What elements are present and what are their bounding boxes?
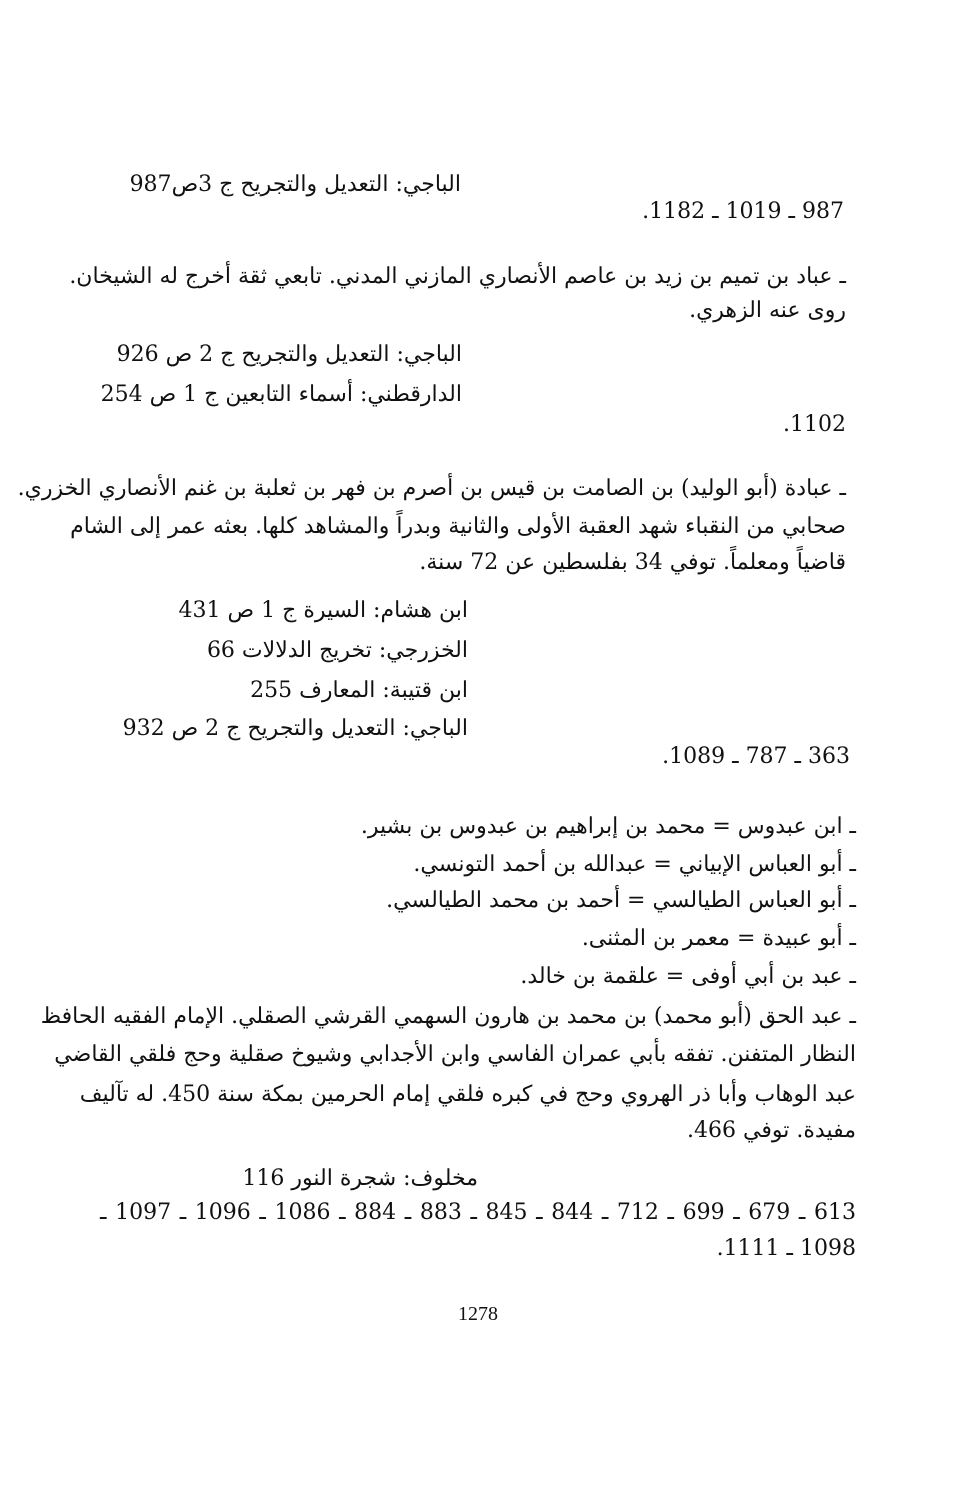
cross-reference-numbers: 1102. [783,412,846,437]
entry-line: ـ أبو عبيدة = معمر بن المثنى. [581,926,856,951]
reference-line: ابن هشام: السيرة ج 1 ص 431 [178,598,468,623]
reference-line: الخزرجي: تخريج الدلالات 66 [206,638,468,663]
reference-line: مخلوف: شجرة النور 116 [242,1166,478,1191]
entry-line: عبد الوهاب وأبا ذر الهروي وحج في كبره فلقي إمام الحرمين بمكة سنة 450. له تآليف [79,1082,856,1107]
entry-line: روى عنه الزهري. [689,298,846,323]
entry-line: قاضياً ومعلماً. توفي 34 بفلسطين عن 72 سنة. [419,550,846,575]
entry-line: ـ عبد بن أبي أوفى = علقمة بن خالد. [520,964,856,989]
entry-line: ـ أبو العباس الطيالسي = أحمد بن محمد الطيالسي. [386,888,856,913]
cross-reference-numbers: 613 ـ 679 ـ 699 ـ 712 ـ 844 ـ 845 ـ 883 ـ 884 ـ 1086 ـ 1096 ـ 1097 ـ [100,1200,856,1225]
entry-line: ـ عباد بن تميم بن زيد بن عاصم الأنصاري المازني المدني. تابعي ثقة أخرج له الشيخان. [69,264,846,289]
reference-line: الدارقطني: أسماء التابعين ج 1 ص 254 [100,382,462,407]
entry-line: النظار المتفنن. تفقه بأبي عمران الفاسي وابن الأجدابي وشيوخ صقلية وحج فلقي القاضي [54,1042,856,1067]
reference-line: الباجي: التعديل والتجريح ج 2 ص 926 [116,342,462,367]
reference-line: الباجي: التعديل والتجريح ج 3ص987 [129,172,461,197]
entry-line: ـ عبد الحق (أبو محمد) بن محمد بن هارون السهمي القرشي الصقلي. الإمام الفقيه الحافظ [40,1004,856,1029]
cross-reference-numbers: 987 ـ 1019 ـ 1182. [642,199,844,224]
entry-line: صحابي من النقباء شهد العقبة الأولى والثانية وبدراً والمشاهد كلها. بعثه عمر إلى الشام [70,514,846,539]
entry-line: ـ عبادة (أبو الوليد) بن الصامت بن قيس بن أصرم بن فهر بن ثعلبة بن غنم الأنصاري الخزري. [17,476,846,501]
cross-reference-numbers: 363 ـ 787 ـ 1089. [662,744,850,769]
reference-line: ابن قتيبة: المعارف 255 [250,678,468,703]
reference-line: الباجي: التعديل والتجريح ج 2 ص 932 [122,716,468,741]
page-number: 1278 [458,1303,498,1325]
entry-line: ـ ابن عبدوس = محمد بن إبراهيم بن عبدوس بن بشير. [360,814,856,839]
cross-reference-numbers: 1098 ـ 1111. [716,1236,856,1261]
entry-line: ـ أبو العباس الإبياني = عبدالله بن أحمد التونسي. [413,852,856,877]
entry-line: مفيدة. توفي 466. [687,1118,856,1143]
